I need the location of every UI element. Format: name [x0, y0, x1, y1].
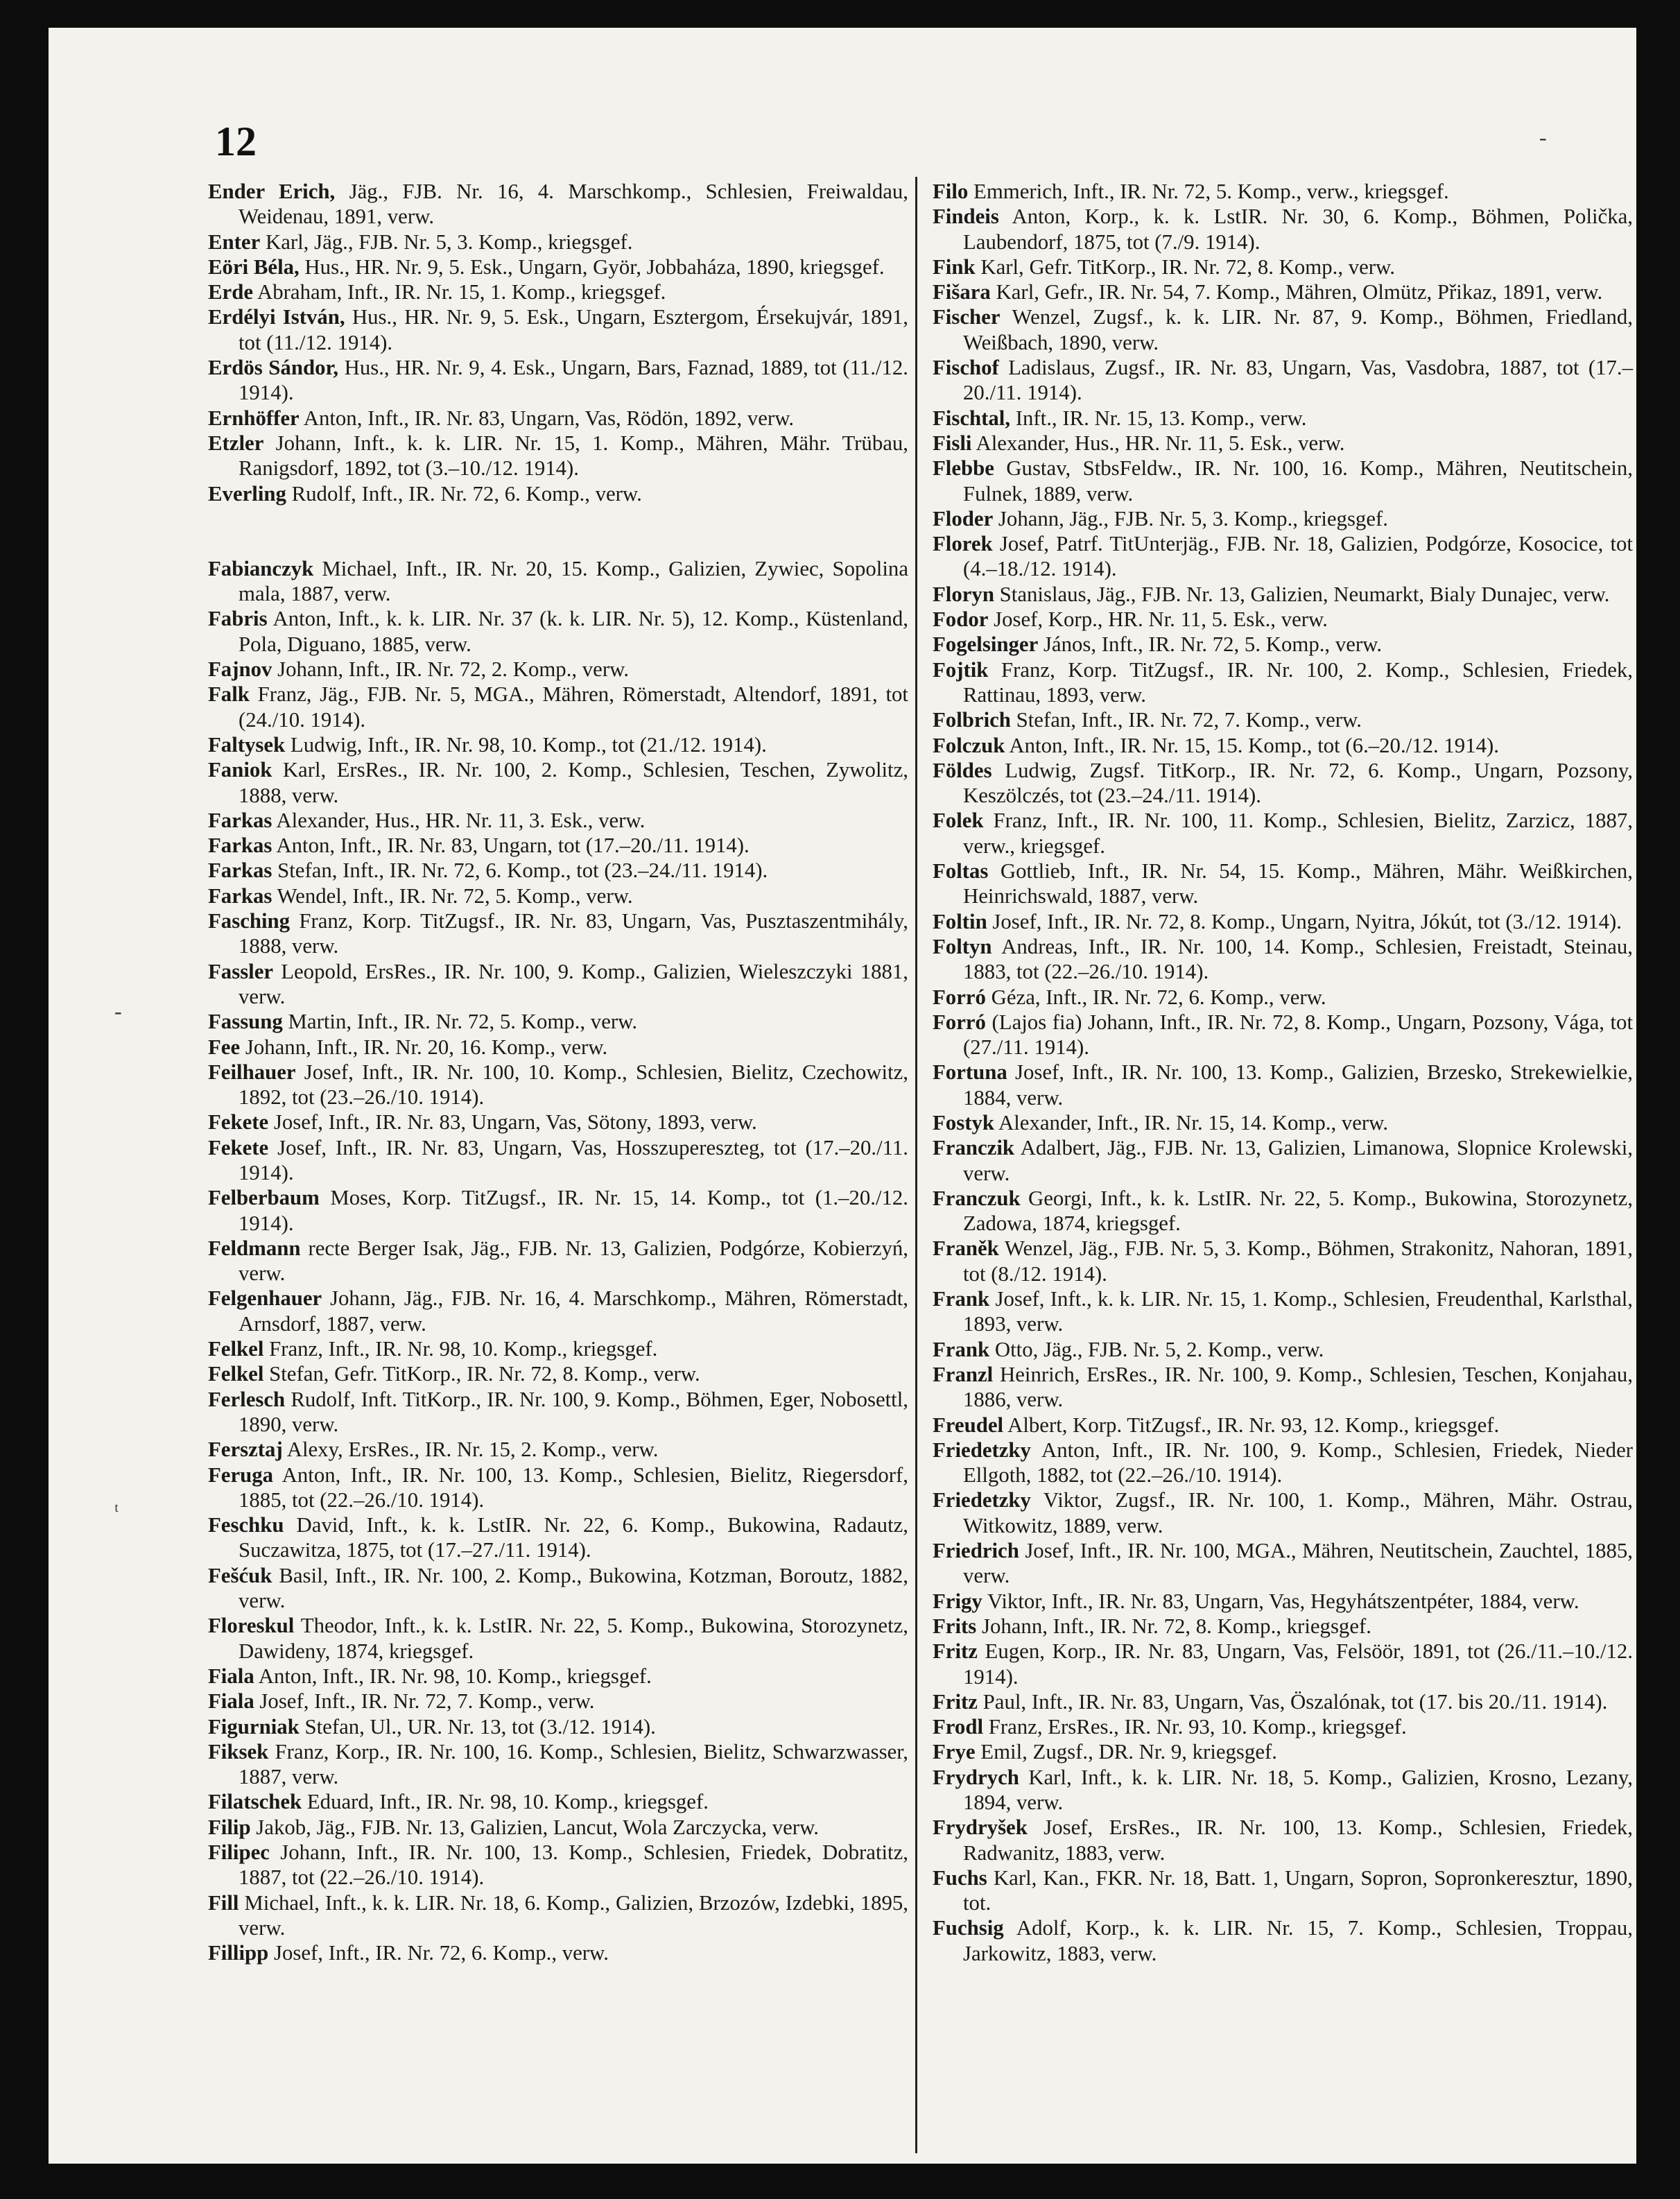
casualty-entry	[933, 985, 1633, 1010]
entry-details: Karl, Kan., FKR. Nr. 18, Batt. 1, Ungarn, Sopron, Sopronkeresztur, 1890, tot.	[963, 1865, 1633, 1915]
entry-details: Josef, Inft., IR. Nr. 100, 10. Komp., Schlesien, Bielitz, Czechowitz, 1892, tot (23.–26./10. 1914).	[239, 1060, 908, 1110]
entry-surname: Farkas	[208, 808, 272, 832]
casualty-entry	[933, 758, 1633, 809]
entry-surname: Fischtal,	[933, 406, 1011, 430]
entry-surname: Fortuna	[933, 1060, 1007, 1085]
entry-surname: Franczuk	[933, 1186, 1021, 1210]
casualty-entry	[208, 556, 908, 607]
entry-details: Anton, Inft., IR. Nr. 83, Ungarn, Vas, Rödön, 1892, verw.	[299, 406, 795, 430]
entry-details: Inft., IR. Nr. 15, 13. Komp., verw.	[1010, 406, 1307, 430]
casualty-entry	[933, 733, 1633, 758]
entry-details: Abraham, Inft., IR. Nr. 15, 1. Komp., kriegsgef.	[253, 280, 666, 304]
entry-details: Josef, ErsRes., IR. Nr. 100, 13. Komp., Schlesien, Friedek, Radwanitz, 1883, verw.	[963, 1816, 1633, 1865]
casualty-entry	[208, 179, 908, 230]
entry-surname: Feruga	[208, 1463, 274, 1487]
entry-surname: Fostyk	[933, 1110, 994, 1135]
entry-surname: Fischer	[933, 305, 1001, 329]
casualty-entry	[208, 657, 908, 682]
entry-surname: Fiksek	[208, 1739, 269, 1763]
entry-surname: Foltyn	[933, 934, 992, 958]
entry-details: Alexander, Hus., HR. Nr. 11, 5. Esk., verw.	[971, 431, 1345, 455]
entry-details: Johann, Inft., IR. Nr. 72, 2. Komp., verw.	[272, 657, 630, 682]
entry-details: Moses, Korp. TitZugsf., IR. Nr. 15, 14. Komp., tot (1.–20./12. 1914).	[239, 1186, 908, 1235]
entry-surname: Enter	[208, 230, 261, 254]
entry-surname: Freudel	[933, 1413, 1004, 1437]
entry-details: Gustav, StbsFeldw., IR. Nr. 100, 16. Komp., Mähren, Neutitschein, Fulnek, 1889, verw.	[963, 456, 1633, 506]
entry-details: Anton, Inft., IR. Nr. 15, 15. Komp., tot (6.–20./12. 1914).	[1005, 733, 1499, 757]
entry-surname: Fabianczyk	[208, 556, 314, 580]
right-column	[933, 179, 1633, 1966]
casualty-entry	[933, 1589, 1633, 1614]
entry-details: Adolf, Korp., k. k. LIR. Nr. 15, 7. Komp., Schlesien, Troppau, Jarkowitz, 1883, verw.	[963, 1916, 1633, 1965]
casualty-entry	[208, 431, 908, 481]
entry-details: Anton, Inft., k. k. LIR. Nr. 37 (k. k. LIR. Nr. 5), 12. Komp., Küstenland, Pola, Diguano, 1885, verw.	[239, 607, 908, 656]
entry-surname: Fuchsig	[933, 1916, 1004, 1940]
casualty-entry	[208, 1185, 908, 1236]
entry-details: Hus., HR. Nr. 9, 4. Esk., Ungarn, Bars, Faznad, 1889, tot (11./12. 1914).	[239, 356, 908, 405]
entry-surname: Felgenhauer	[208, 1286, 322, 1311]
entry-surname: Friedetzky	[933, 1488, 1031, 1512]
entry-surname: Fojtik	[933, 657, 989, 682]
entry-details: Karl, Jäg., FJB. Nr. 5, 3. Komp., kriegsgef.	[260, 230, 633, 254]
casualty-entry	[208, 255, 908, 279]
entry-surname: Fekete	[208, 1135, 269, 1159]
entry-surname: Frodl	[933, 1715, 984, 1739]
entry-details: Karl, ErsRes., IR. Nr. 100, 2. Komp., Schlesien, Teschen, Zywolitz, 1888, verw.	[239, 758, 908, 807]
entry-surname: Farkas	[208, 883, 272, 908]
casualty-entry	[208, 1563, 908, 1614]
entry-details: Josef, Patrf. TitUnterjäg., FJB. Nr. 18, Galizien, Podgórze, Kosocice, tot (4.–18./12. 1914).	[963, 532, 1633, 581]
entry-details: Stefan, Gefr. TitKorp., IR. Nr. 72, 8. Komp., verw.	[263, 1362, 700, 1386]
entry-surname: Figurniak	[208, 1714, 300, 1739]
entry-surname: Everling	[208, 481, 286, 506]
entry-details: Josef, Inft., IR. Nr. 72, 6. Komp., verw.	[268, 1941, 609, 1965]
entry-details: Ludwig, Inft., IR. Nr. 98, 10. Komp., tot (21./12. 1914).	[285, 732, 767, 757]
entry-details: Jäg., FJB. Nr. 16, 4. Marschkomp., Schlesien, Freiwaldau, Weidenau, 1891, verw.	[239, 180, 908, 229]
casualty-entry	[933, 1362, 1633, 1413]
entry-details: Albert, Korp. TitZugsf., IR. Nr. 93, 12. Komp., kriegsgef.	[1003, 1413, 1500, 1437]
casualty-entry	[208, 682, 908, 732]
entry-details: Alexy, ErsRes., IR. Nr. 15, 2. Komp., verw.	[282, 1438, 659, 1462]
entry-surname: Fasching	[208, 909, 291, 933]
casualty-entry	[933, 1438, 1633, 1488]
casualty-entry	[208, 808, 908, 833]
entry-surname: Fodor	[933, 607, 989, 632]
casualty-entry	[208, 355, 908, 406]
entry-surname: Fekete	[208, 1110, 269, 1135]
entry-surname: Fajnov	[208, 657, 272, 682]
casualty-entry	[208, 833, 908, 858]
casualty-entry	[208, 606, 908, 657]
entry-surname: Forró	[933, 985, 986, 1009]
entry-details: Anton, Inft., IR. Nr. 100, 9. Komp., Schlesien, Friedek, Nieder Ellgoth, 1882, tot (22.–26./10. 1914).	[963, 1438, 1633, 1487]
entry-details: Johann, Inft., IR. Nr. 100, 13. Komp., Schlesien, Friedek, Dobratitz, 1887, tot (22.–26./10. 1914).	[239, 1840, 908, 1890]
casualty-entry	[208, 1840, 908, 1890]
casualty-entry	[208, 406, 908, 431]
entry-surname: Friedetzky	[933, 1438, 1031, 1462]
entry-details: Josef, Inft., IR. Nr. 100, MGA., Mähren, Neutitschein, Zauchtel, 1885, verw.	[963, 1539, 1633, 1588]
casualty-entry	[208, 1940, 908, 1965]
casualty-entry	[208, 1714, 908, 1739]
entry-details: Josef, Inft., IR. Nr. 100, 13. Komp., Galizien, Brzesko, Strekewielkie, 1884, verw.	[963, 1060, 1633, 1110]
casualty-entry	[933, 1865, 1633, 1916]
casualty-entry	[933, 1815, 1633, 1865]
entry-details: Adalbert, Jäg., FJB. Nr. 13, Galizien, Limanowa, Slopnice Krolewski, verw.	[963, 1136, 1633, 1185]
entry-details: Franz, ErsRes., IR. Nr. 93, 10. Komp., kriegsgef.	[983, 1715, 1407, 1739]
casualty-entry	[208, 757, 908, 808]
casualty-entry	[933, 1135, 1633, 1186]
entry-details: Franz, Korp., IR. Nr. 100, 16. Komp., Schlesien, Bielitz, Schwarzwasser, 1887, verw.	[239, 1739, 908, 1789]
entry-surname: Fogelsinger	[933, 632, 1039, 657]
casualty-entry	[208, 1336, 908, 1361]
entry-surname: Franczik	[933, 1136, 1015, 1160]
entry-surname: Folbrich	[933, 708, 1011, 732]
entry-surname: Franzl	[933, 1362, 994, 1386]
casualty-entry	[933, 1689, 1633, 1714]
entry-details: Karl, Gefr., IR. Nr. 54, 7. Komp., Mähren, Olmütz, Přikaz, 1891, verw.	[990, 280, 1603, 304]
casualty-entry	[208, 883, 908, 908]
casualty-entry	[933, 456, 1633, 506]
casualty-entry	[208, 1135, 908, 1186]
entry-details: recte Berger Isak, Jäg., FJB. Nr. 13, Galizien, Podgórze, Kobierzyń, verw.	[239, 1236, 908, 1286]
casualty-entry	[208, 481, 908, 506]
entry-surname: Frydrych	[933, 1765, 1019, 1789]
casualty-entry	[208, 908, 908, 959]
casualty-entry	[933, 1413, 1633, 1438]
casualty-entry	[933, 582, 1633, 607]
entry-surname: Etzler	[208, 431, 264, 455]
entry-surname: Frits	[933, 1614, 977, 1638]
entry-details: Martin, Inft., IR. Nr. 72, 5. Komp., verw.	[282, 1010, 638, 1034]
column-divider	[915, 177, 917, 2153]
entry-surname: Fišara	[933, 280, 991, 304]
casualty-entry	[933, 1639, 1633, 1689]
entry-details: Wenzel, Zugsf., k. k. LIR. Nr. 87, 9. Komp., Böhmen, Friedland, Weißbach, 1890, verw.	[963, 305, 1633, 354]
entry-surname: Fuchs	[933, 1865, 987, 1890]
entry-surname: Feldmann	[208, 1236, 301, 1260]
entry-details: Josef, Inft., IR. Nr. 83, Ungarn, Vas, Hosszupereszteg, tot (17.–20./11. 1914).	[239, 1135, 908, 1184]
casualty-entry	[933, 1538, 1633, 1589]
casualty-entry	[208, 1463, 908, 1513]
entry-details: Anton, Inft., IR. Nr. 100, 13. Komp., Schlesien, Bielitz, Riegersdorf, 1885, tot (22.–26./10. 1914).	[239, 1463, 908, 1512]
entry-surname: Filipec	[208, 1840, 270, 1864]
entry-surname: Frye	[933, 1740, 976, 1764]
casualty-entry	[933, 1186, 1633, 1236]
entry-details: Viktor, Inft., IR. Nr. 83, Ungarn, Vas, Hegyhátszentpéter, 1884, verw.	[982, 1589, 1579, 1613]
casualty-entry	[208, 959, 908, 1010]
casualty-entry	[933, 934, 1633, 985]
casualty-entry	[933, 304, 1633, 355]
casualty-entry	[933, 1337, 1633, 1362]
entry-surname: Felberbaum	[208, 1186, 320, 1210]
entry-surname: Folek	[933, 809, 984, 833]
casualty-entry	[933, 431, 1633, 456]
entry-details: Anton, Korp., k. k. LstIR. Nr. 30, 6. Komp., Böhmen, Polička, Laubendorf, 1875, tot (7./9. 1914).	[963, 205, 1633, 254]
entry-details: Theodor, Inft., k. k. LstIR. Nr. 22, 5. Komp., Bukowina, Storozynetz, Dawideny, 1874, kriegsgef.	[239, 1614, 908, 1663]
casualty-entry	[208, 1739, 908, 1790]
entry-surname: Ferlesch	[208, 1387, 286, 1411]
entry-surname: Feilhauer	[208, 1060, 296, 1084]
casualty-entry	[933, 1739, 1633, 1764]
entry-surname: Eöri Béla,	[208, 255, 300, 279]
scan-mark: ᵗ	[114, 1498, 119, 1523]
casualty-entry	[208, 1361, 908, 1386]
entry-details: Géza, Inft., IR. Nr. 72, 6. Komp., verw.	[985, 985, 1326, 1009]
entry-details: Viktor, Zugsf., IR. Nr. 100, 1. Komp., Mähren, Mähr. Ostrau, Witkowitz, 1889, verw.	[963, 1488, 1633, 1537]
entry-details: Josef, Korp., HR. Nr. 11, 5. Esk., verw.	[988, 607, 1328, 632]
entry-surname: Fersztaj	[208, 1438, 283, 1462]
entry-surname: Frank	[933, 1287, 990, 1311]
casualty-entry	[933, 909, 1633, 934]
entry-details: Michael, Inft., k. k. LIR. Nr. 18, 6. Komp., Galizien, Brzozów, Izdebki, 1895, verw.	[239, 1890, 908, 1940]
entry-surname: Fisli	[933, 431, 972, 455]
entry-surname: Farkas	[208, 859, 272, 883]
entry-surname: Felkel	[208, 1362, 264, 1386]
entry-details: Johann, Jäg., FJB. Nr. 16, 4. Marschkomp., Mähren, Römerstadt, Arnsdorf, 1887, verw.	[239, 1286, 908, 1336]
entry-surname: Fassung	[208, 1010, 283, 1034]
casualty-entry	[933, 707, 1633, 732]
entry-details: Stanislaus, Jäg., FJB. Nr. 13, Galizien, Neumarkt, Bialy Dunajec, verw.	[994, 582, 1610, 606]
entry-details: David, Inft., k. k. LstIR. Nr. 22, 6. Komp., Bukowina, Radautz, Suczawitza, 1875, tot (17.–27./11. 1914).	[239, 1513, 908, 1562]
entry-details: Emmerich, Inft., IR. Nr. 72, 5. Komp., verw., kriegsgef.	[968, 180, 1449, 203]
entry-surname: Fill	[208, 1890, 239, 1915]
entry-surname: Frydryšek	[933, 1816, 1028, 1840]
casualty-entry	[933, 1915, 1633, 1966]
entry-surname: Frigy	[933, 1589, 982, 1613]
entry-details: Anton, Inft., IR. Nr. 83, Ungarn, tot (17.–20./11. 1914).	[272, 834, 750, 858]
casualty-entry	[933, 1060, 1633, 1110]
entry-details: János, Inft., IR. Nr. 72, 5. Komp., verw.	[1038, 632, 1383, 657]
scan-mark: -	[114, 999, 122, 1024]
entry-details: Andreas, Inft., IR. Nr. 100, 14. Komp., Schlesien, Freistadt, Steinau, 1883, tot (22.–26./10. 1914).	[963, 934, 1633, 984]
casualty-entry	[933, 1714, 1633, 1739]
left-column	[208, 179, 908, 1965]
casualty-entry	[208, 1035, 908, 1060]
entry-surname: Fritz	[933, 1639, 978, 1664]
entry-surname: Filatschek	[208, 1790, 302, 1814]
entry-surname: Faltysek	[208, 732, 286, 757]
entry-surname: Foltas	[933, 859, 989, 883]
casualty-entry	[933, 179, 1633, 204]
entry-details: Johann, Jäg., FJB. Nr. 5, 3. Komp., kriegsgef.	[993, 506, 1388, 531]
casualty-entry	[933, 204, 1633, 255]
entry-surname: Frank	[933, 1337, 990, 1361]
entry-surname: Feschku	[208, 1513, 284, 1537]
entry-details: Franz, Inft., IR. Nr. 100, 11. Komp., Schlesien, Bielitz, Zarzicz, 1887, verw., kriegsgef.	[963, 809, 1633, 858]
entry-details: Franz, Korp. TitZugsf., IR. Nr. 83, Ungarn, Vas, Pusztaszentmihály, 1888, verw.	[239, 909, 908, 958]
casualty-entry	[933, 406, 1633, 431]
entry-details: Josef, Inft., k. k. LIR. Nr. 15, 1. Komp., Schlesien, Freudenthal, Karlsthal, 1893, verw.	[963, 1287, 1633, 1336]
scan-mark: -	[1539, 125, 1547, 150]
page-number: 12	[215, 119, 257, 164]
entry-surname: Filip	[208, 1815, 251, 1839]
entry-details: Josef, Inft., IR. Nr. 83, Ungarn, Vas, Sötony, 1893, verw.	[268, 1110, 757, 1135]
entry-details: Josef, Inft., IR. Nr. 72, 7. Komp., verw.	[254, 1689, 595, 1714]
entry-surname: Friedrich	[933, 1539, 1019, 1563]
entry-surname: Felkel	[208, 1337, 264, 1361]
entry-surname: Floder	[933, 506, 994, 531]
entry-details: Karl, Gefr. TitKorp., IR. Nr. 72, 8. Komp., verw.	[975, 255, 1395, 279]
entry-surname: Fink	[933, 255, 976, 279]
entry-surname: Folczuk	[933, 733, 1005, 757]
casualty-entry	[208, 1664, 908, 1689]
casualty-entry	[933, 657, 1633, 708]
casualty-entry	[208, 1437, 908, 1462]
entry-details: Karl, Inft., k. k. LIR. Nr. 18, 5. Komp., Galizien, Krosno, Lezany, 1894, verw.	[963, 1765, 1633, 1814]
entry-surname: Erdös Sándor,	[208, 356, 339, 380]
entry-surname: Franěk	[933, 1236, 999, 1261]
entry-details: Wendel, Inft., IR. Nr. 72, 5. Komp., verw.	[272, 883, 633, 908]
casualty-entry	[208, 732, 908, 757]
entry-surname: Forró	[933, 1010, 986, 1034]
entry-details: Eduard, Inft., IR. Nr. 98, 10. Komp., kriegsgef.	[302, 1790, 709, 1814]
section-gap	[208, 506, 908, 556]
casualty-entry	[933, 808, 1633, 859]
casualty-entry	[208, 1387, 908, 1438]
entry-surname: Floreskul	[208, 1614, 295, 1638]
entry-details: Josef, Inft., IR. Nr. 72, 8. Komp., Ungarn, Nyitra, Jókút, tot (3./12. 1914).	[987, 909, 1622, 933]
entry-details: Franz, Korp. TitZugsf., IR. Nr. 100, 2. Komp., Schlesien, Friedek, Rattinau, 1893, verw.	[963, 657, 1633, 707]
casualty-entry	[208, 1009, 908, 1034]
entry-details: Emil, Zugsf., DR. Nr. 9, kriegsgef.	[975, 1740, 1277, 1764]
entry-surname: Flebbe	[933, 456, 994, 481]
entry-surname: Floryn	[933, 582, 994, 606]
entry-details: Hus., HR. Nr. 9, 5. Esk., Ungarn, Györ, Jobbaháza, 1890, kriegsgef.	[299, 255, 885, 279]
casualty-entry	[208, 1110, 908, 1135]
entry-details: Basil, Inft., IR. Nr. 100, 2. Komp., Bukowina, Kotzman, Boroutz, 1882, verw.	[239, 1563, 908, 1613]
entry-surname: Foltin	[933, 909, 987, 933]
entry-details: Johann, Inft., k. k. LIR. Nr. 15, 1. Komp., Mähren, Mähr. Trübau, Ranigsdorf, 1892, tot (3.–10./12. 1914).	[239, 431, 908, 481]
entry-details: (Lajos fia) Johann, Inft., IR. Nr. 72, 8. Komp., Ungarn, Pozsony, Vága, tot (27./11. 1914).	[963, 1010, 1633, 1060]
entry-details: Paul, Inft., IR. Nr. 83, Ungarn, Vas, Öszalónak, tot (17. bis 20./11. 1914).	[977, 1689, 1608, 1714]
casualty-entry	[933, 255, 1633, 279]
entry-details: Eugen, Korp., IR. Nr. 83, Ungarn, Vas, Felsöör, 1891, tot (26./11.–10./12. 1914).	[963, 1639, 1633, 1689]
scanned-page	[49, 28, 1636, 2164]
entry-details: Anton, Inft., IR. Nr. 98, 10. Komp., kriegsgef.	[254, 1664, 652, 1688]
entry-surname: Findeis	[933, 205, 999, 229]
entry-surname: Fiala	[208, 1689, 254, 1714]
casualty-entry	[208, 1890, 908, 1941]
casualty-entry	[208, 1512, 908, 1563]
entry-details: Rudolf, Inft., IR. Nr. 72, 6. Komp., verw.	[286, 481, 642, 506]
entry-surname: Fee	[208, 1035, 241, 1059]
entry-surname: Ender Erich,	[208, 180, 336, 203]
entry-surname: Florek	[933, 532, 993, 556]
entry-details: Stefan, Inft., IR. Nr. 72, 6. Komp., tot (23.–24./11. 1914).	[272, 859, 768, 883]
entry-surname: Filo	[933, 180, 969, 203]
casualty-entry	[933, 632, 1633, 657]
entry-details: Gottlieb, Inft., IR. Nr. 54, 15. Komp., Mähren, Mähr. Weißkirchen, Heinrichswald, 1887, verw.	[963, 859, 1633, 908]
entry-surname: Fischof	[933, 356, 999, 380]
casualty-entry	[208, 1815, 908, 1840]
entry-surname: Fiala	[208, 1664, 254, 1688]
entry-surname: Fassler	[208, 959, 274, 983]
casualty-entry	[933, 279, 1633, 304]
entry-details: Otto, Jäg., FJB. Nr. 5, 2. Komp., verw.	[989, 1337, 1324, 1361]
entry-details: Stefan, Ul., UR. Nr. 13, tot (3./12. 1914).	[299, 1714, 656, 1739]
entry-details: Stefan, Inft., IR. Nr. 72, 7. Komp., verw.	[1010, 708, 1362, 732]
casualty-entry	[933, 1765, 1633, 1816]
casualty-entry	[208, 1613, 908, 1664]
entry-surname: Falk	[208, 682, 250, 707]
entry-details: Georgi, Inft., k. k. LstIR. Nr. 22, 5. Komp., Bukowina, Storozynetz, Zadowa, 1874, kriegsgef.	[963, 1186, 1633, 1236]
casualty-entry	[933, 355, 1633, 406]
entry-details: Leopold, ErsRes., IR. Nr. 100, 9. Komp., Galizien, Wieleszczyki 1881, verw.	[239, 959, 908, 1008]
entry-details: Wenzel, Jäg., FJB. Nr. 5, 3. Komp., Böhmen, Strakonitz, Nahoran, 1891, tot (8./12. 1914).	[963, 1236, 1633, 1286]
entry-surname: Fabris	[208, 607, 268, 631]
casualty-entry	[208, 1689, 908, 1714]
casualty-entry	[933, 506, 1633, 531]
entry-surname: Fritz	[933, 1689, 978, 1714]
entry-details: Heinrich, ErsRes., IR. Nr. 100, 9. Komp., Schlesien, Teschen, Konjahau, 1886, verw.	[963, 1362, 1633, 1412]
casualty-entry	[933, 1236, 1633, 1286]
casualty-entry	[208, 1789, 908, 1814]
entry-details: Johann, Inft., IR. Nr. 72, 8. Komp., kriegsgef.	[976, 1614, 1371, 1638]
casualty-entry	[208, 1236, 908, 1286]
entry-surname: Erde	[208, 280, 254, 304]
casualty-entry	[933, 1487, 1633, 1538]
entry-details: Michael, Inft., IR. Nr. 20, 15. Komp., Galizien, Zywiec, Sopolina mala, 1887, verw.	[239, 556, 908, 606]
entry-surname: Ernhöffer	[208, 406, 300, 430]
entry-details: Johann, Inft., IR. Nr. 20, 16. Komp., verw.	[240, 1035, 608, 1059]
casualty-entry	[933, 1614, 1633, 1639]
casualty-entry	[208, 230, 908, 255]
entry-details: Hus., HR. Nr. 9, 5. Esk., Ungarn, Esztergom, Érsekujvár, 1891, tot (11./12. 1914).	[239, 305, 908, 354]
casualty-entry	[208, 1286, 908, 1336]
entry-surname: Farkas	[208, 834, 272, 858]
entry-surname: Faniok	[208, 758, 272, 782]
casualty-entry	[208, 1060, 908, 1110]
entry-surname: Földes	[933, 758, 992, 782]
entry-details: Ludwig, Zugsf. TitKorp., IR. Nr. 72, 6. Komp., Ungarn, Pozsony, Keszölczés, tot (23.–24./11. 1914).	[963, 758, 1633, 808]
casualty-entry	[933, 859, 1633, 909]
casualty-entry	[933, 531, 1633, 582]
casualty-entry	[208, 858, 908, 883]
entry-details: Alexander, Hus., HR. Nr. 11, 3. Esk., verw.	[272, 808, 646, 832]
casualty-entry	[933, 1286, 1633, 1337]
casualty-entry	[933, 1110, 1633, 1135]
entry-details: Franz, Jäg., FJB. Nr. 5, MGA., Mähren, Römerstadt, Altendorf, 1891, tot (24./10. 1914).	[239, 682, 908, 732]
entry-details: Rudolf, Inft. TitKorp., IR. Nr. 100, 9. Komp., Böhmen, Eger, Nobosettl, 1890, verw.	[239, 1387, 908, 1436]
casualty-entry	[208, 304, 908, 355]
casualty-entry	[933, 607, 1633, 632]
casualty-entry	[933, 1010, 1633, 1060]
entry-details: Alexander, Inft., IR. Nr. 15, 14. Komp., verw.	[994, 1110, 1389, 1135]
entry-surname: Erdélyi István,	[208, 305, 345, 329]
entry-details: Ladislaus, Zugsf., IR. Nr. 83, Ungarn, Vas, Vasdobra, 1887, tot (17.–20./11. 1914).	[963, 356, 1633, 405]
entry-details: Franz, Inft., IR. Nr. 98, 10. Komp., kriegsgef.	[263, 1337, 658, 1361]
entry-surname: Fillipp	[208, 1941, 269, 1965]
casualty-entry	[208, 279, 908, 304]
entry-details: Jakob, Jäg., FJB. Nr. 13, Galizien, Lancut, Wola Zarczycka, verw.	[250, 1815, 820, 1839]
entry-surname: Fešćuk	[208, 1563, 272, 1587]
